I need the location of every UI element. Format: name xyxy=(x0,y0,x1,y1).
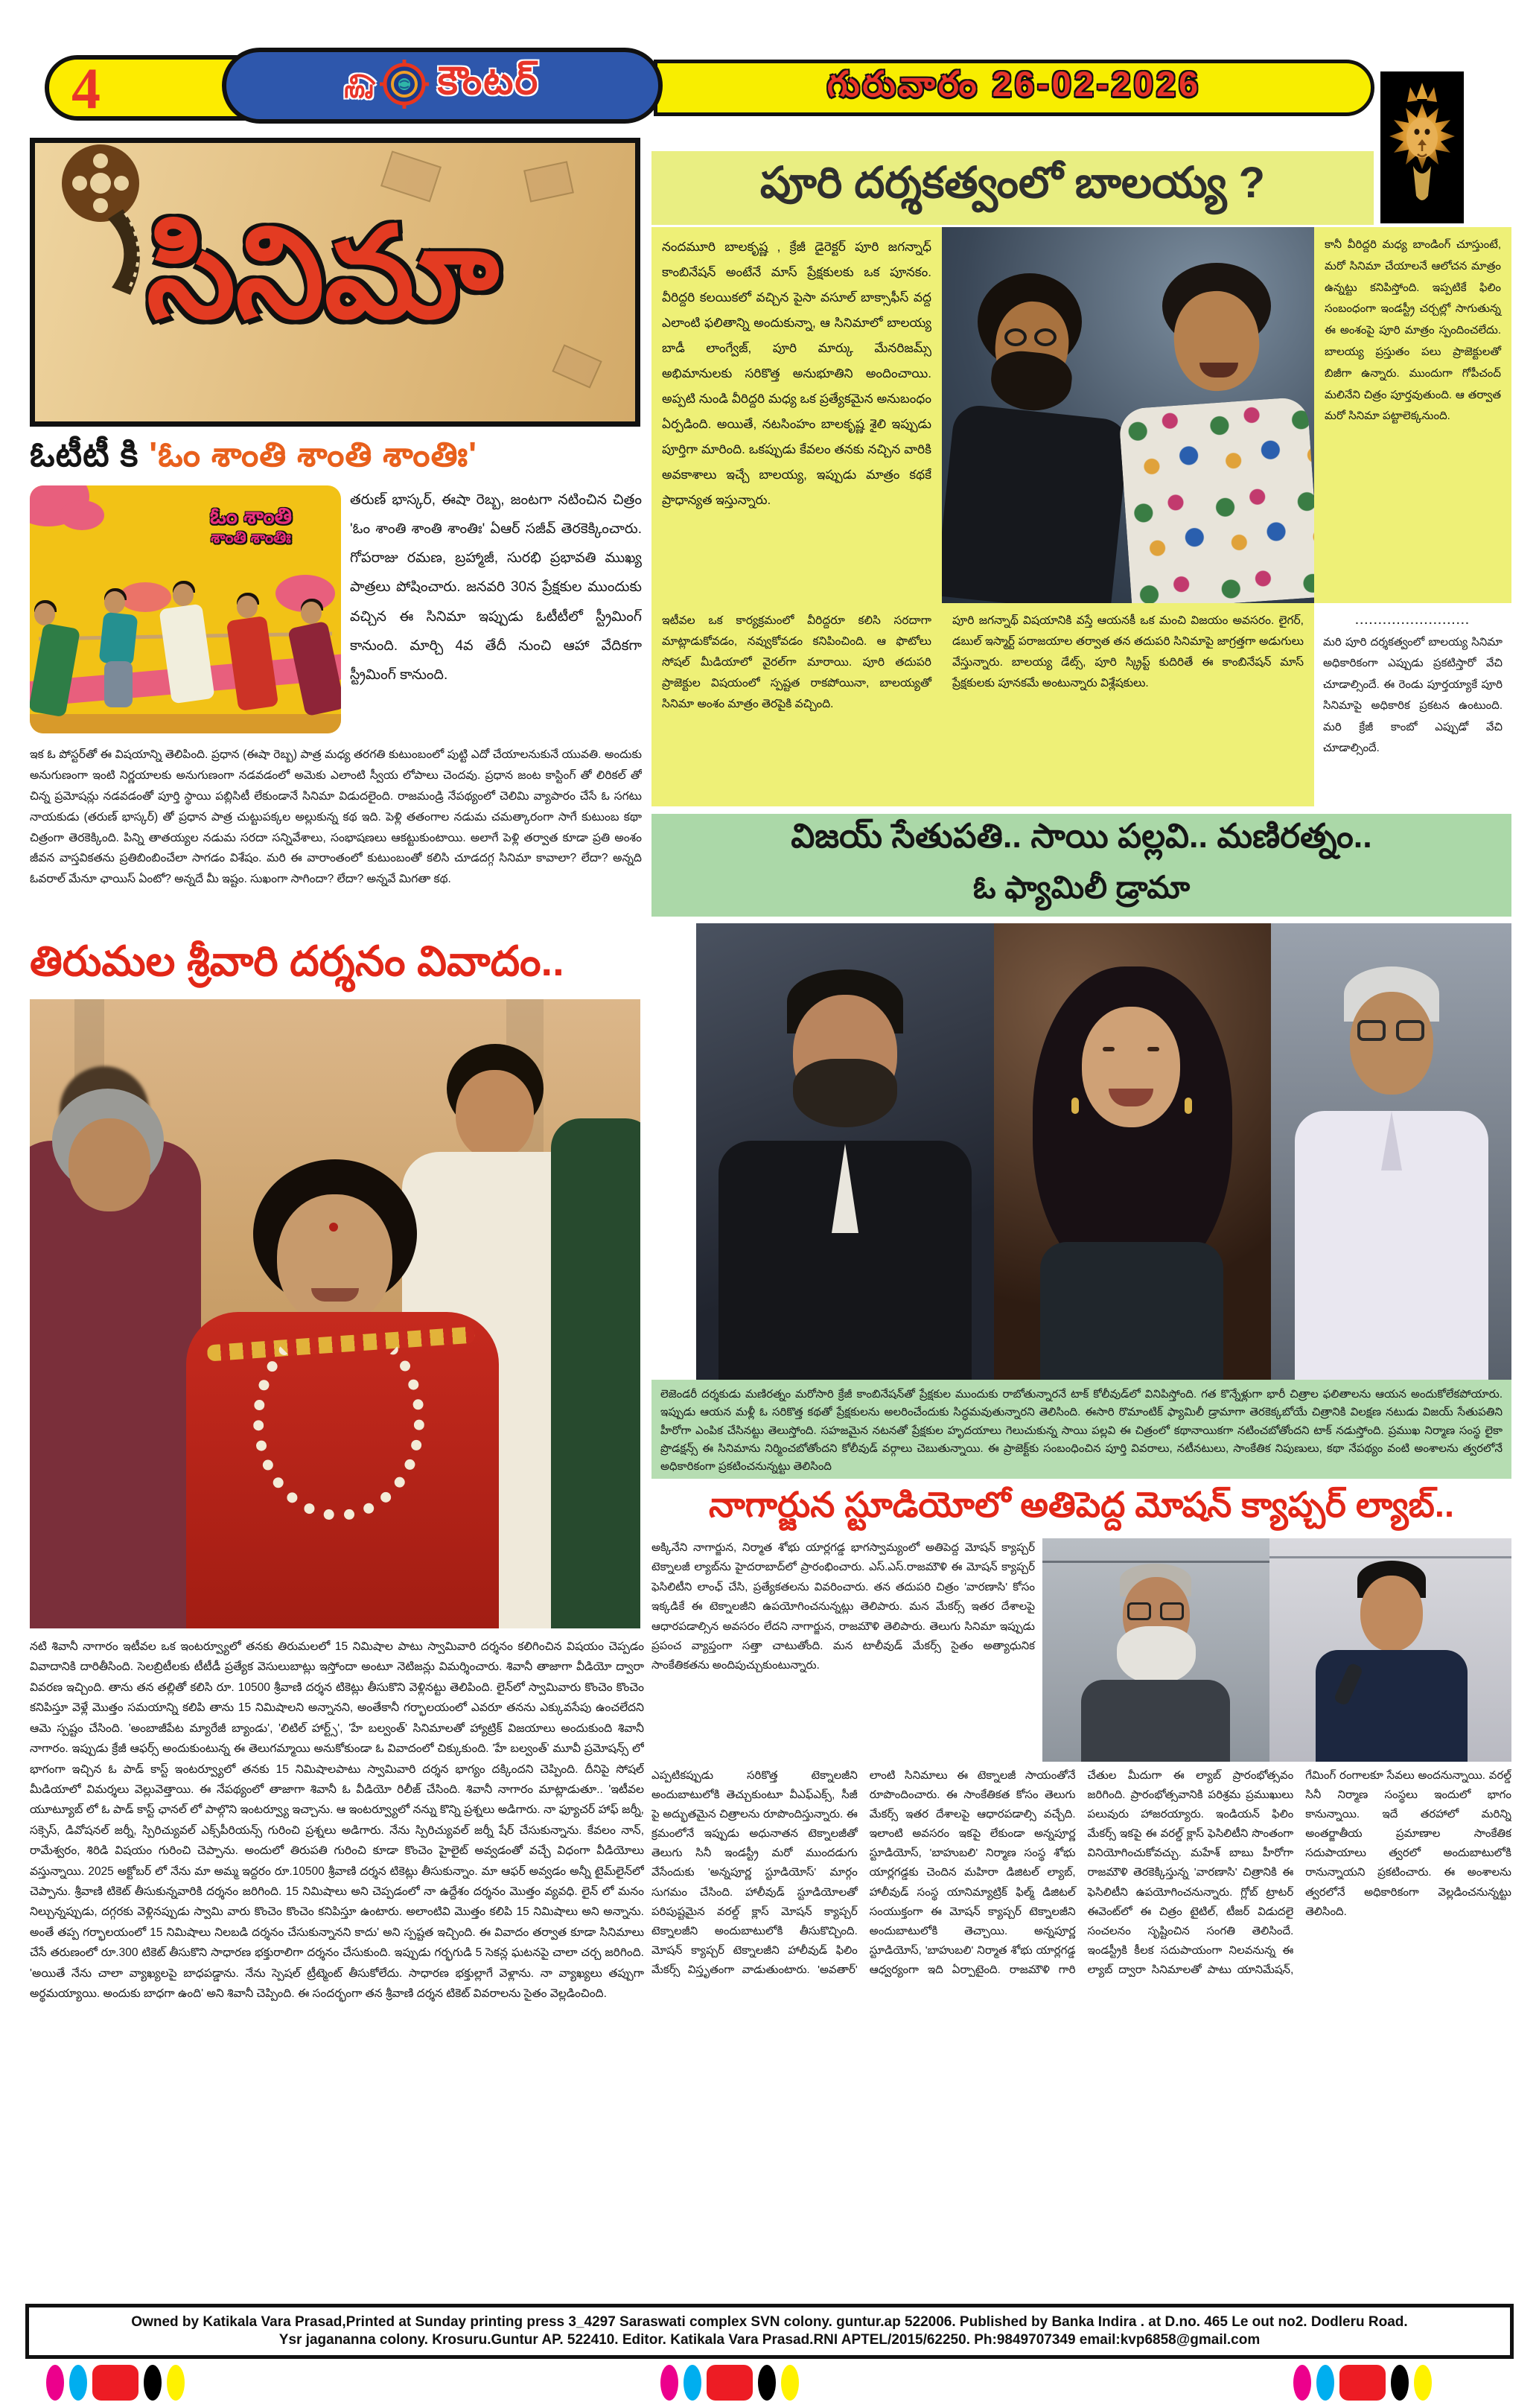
flower-garland xyxy=(253,1319,424,1520)
balayya-article xyxy=(651,227,1511,806)
earring xyxy=(1185,1098,1192,1114)
nagarjuna-article-top xyxy=(651,1538,1511,1762)
vijay-sethupathi-photo xyxy=(696,923,994,1380)
masthead-vertical-text: క్రై xyxy=(339,73,370,98)
nagarjuna-photo xyxy=(1269,1538,1511,1762)
dress-shape xyxy=(1040,1242,1223,1380)
left-woman-face xyxy=(68,1118,150,1211)
mani-ratnam-photo xyxy=(1271,923,1511,1380)
beard-shape xyxy=(793,1059,897,1127)
balakrishna-floral-shirt xyxy=(1118,396,1314,603)
magenta-mark xyxy=(660,2365,678,2401)
tirumala-headline: తిరుమల శ్రీవారి దర్శనం వివాదం.. xyxy=(30,937,564,984)
black-mark xyxy=(144,2365,162,2401)
face-shape xyxy=(1082,1007,1180,1127)
body-shape xyxy=(287,621,341,717)
imprint-line2: Ysr jagananna colony. Krosuru.Guntur AP. 522410. Editor. Katikala Vara Prasad.RNI APTEL/2015/62250. Ph:9849707349 email:kvp6858@gmail.com xyxy=(278,2332,1261,2348)
nagarjuna-headline: నాగార్జున స్టూడియోలో అతిపెద్ద మోషన్ క్యాప్చర్ ల్యాబ్.. xyxy=(708,1485,1455,1524)
red-mark xyxy=(707,2365,753,2401)
face-shape xyxy=(1360,1576,1423,1651)
left-woman-body xyxy=(30,1141,201,1628)
balayya-below-right-text: మరి పూరి దర్శకత్వంలో బాలయ్య సినిమా అధికారికంగా ఎప్పుడు ప్రకటిస్తారో వేచి చూడాల్సిందే. ఈ రెండు పూర్తయ్యాకే పూరి సినిమాపై అధికారిక ప్రకటన ఉంటుంది. మరి క్రేజీ కాంబో ఎప్పుడో వేచి చూడాల్సిందే. xyxy=(1323,635,1503,754)
magenta-mark xyxy=(1293,2365,1311,2401)
puri-glasses xyxy=(1034,328,1057,346)
black-mark xyxy=(1391,2365,1409,2401)
head-shape xyxy=(237,596,258,618)
paper-scrap-shape xyxy=(380,150,442,202)
right-person-body xyxy=(551,1118,640,1628)
masthead-main-text: కౌంటర్ xyxy=(437,59,540,103)
imprint-line1: Owned by Katikala Vara Prasad,Printed at Sunday printing press 3_4297 Saraswati complex SVN colony. guntur.ap 522006. Published by Banka Indira . at D.no. 465 Le out no2. Dodleru Road. xyxy=(131,2314,1408,2330)
balayya-below-left: ఇటీవల ఒక కార్యక్రమంలో వీరిద్దరూ కలిసి సరదాగా మాట్లాడుకోవడం, నవ్వుకోవడం కనిపించింది. ఆ ఫొటోలు సోషల్ మీడియాలో వైరల్‌గా మారాయి. పూరి తదుపరి ప్రాజెక్టుల విషయంలో స్పష్టత రాకపోయినా, బాలయ్యతో సినిమా అంశం మాత్రం తెరపైకి వచ్చింది. xyxy=(651,603,942,806)
cyan-mark xyxy=(69,2365,87,2401)
head-shape xyxy=(34,603,55,625)
poster-title-line2: శాంతి శాంతిః xyxy=(211,527,291,547)
celebrity-photo-strip xyxy=(651,923,1511,1380)
family-drama-paragraph: లెజెండరీ దర్శకుడు మణిరత్నం మరోసారి క్రేజీ కాంబినేషన్‌తో ప్రేక్షకుల ముందుకు రాబోతున్నారనే టాక్ కోలీవుడ్‌లో వినిపిస్తోంది. గత కొన్నేళ్లుగా భారీ చిత్రాల ఫలితాలను ఆయన అందుకోలేకపోయారు. ఇప్పుడు ఆయన మళ్లీ ఓ సరికొత్త కథతో ప్రేక్షకులను అలరించేందుకు సిద్ధమవుతున్నారని తెలిసింది. ఈసారి రొమాంటిక్ ఫ్యామిలీ డ్రామాగా తెరకెక్కబోయే చిత్రానికి విలక్షణ నటుడు విజయ్ సేతుపతిని హీరోగా ఎంపిక చేసినట్టు తెలుస్తోంది. సహజమైన నటనతో ప్రేక్షకుల హృదయాలు గెలుచుకున్న సాయి పల్లవి ఈ చిత్రంలో కథానాయికగా నటించబోతోందని టాక్ నడుస్తోంది. ప్రముఖ నిర్మాణ సంస్థ లైకా ప్రొడక్షన్స్ ఈ సినిమాను నిర్మించబోతోందని కోలీవుడ్ వర్గాలు చెబుతున్నాయి. ఈ ప్రాజెక్ట్‌కు సంబంధించిన పూర్తి వివరాలు, నటీనటులు, సాంకేతిక నిపుణులు, కథా నేపథ్యం వంటి అంశాలను త్వరలోనే అధికారికంగా ప్రకటించనున్నట్టు తెలిసింది xyxy=(651,1380,1511,1479)
back-man-face xyxy=(456,1070,534,1159)
cyan-mark xyxy=(684,2365,701,2401)
balayya-below-middle: పూరి జగన్నాథ్ విషయానికి వస్తే ఆయనకీ ఒక మంచి విజయం అవసరం. లైగర్, డబుల్ ఇస్మార్ట్ పరాజయాల తర్వాత తన తదుపరి సినిమాపై జాగ్రత్తగా అడుగులు వేస్తున్నారు. బాలయ్య డేట్స్, పూరి స్క్రిప్ట్ కుదిరితే ఈ కాంబినేషన్ మాస్ ప్రేక్షకులకు పూనకమే అంటున్నారు విశ్లేషకులు. xyxy=(942,603,1314,806)
masthead xyxy=(222,48,663,124)
puri-balakrishna-photo xyxy=(942,227,1314,603)
cloud-shape xyxy=(60,500,104,530)
white-beard-shape xyxy=(1117,1626,1196,1684)
poster-title-line1: ఓం శాంతి xyxy=(209,504,293,529)
family-drama-headline-band xyxy=(651,814,1511,917)
lion-icon xyxy=(1385,77,1459,218)
date-band xyxy=(654,60,1374,116)
paper-scrap-shape xyxy=(552,344,602,388)
black-mark xyxy=(758,2365,776,2401)
balayya-column-right: కానీ వీరిద్దరి మధ్య బాండింగ్ చూస్తుంటే, మరో సినిమా చేయాలనే ఆలోచన మాత్రం ఉన్నట్టు కనిపిస్తోంది. ఇప్పటికే ఫిలిం సంబంధంగా ఇండస్ట్రీ చర్చల్లో సాగుతున్న ఈ అంశంపై పూరి మాత్రం స్పందించలేదు. బాలయ్య ప్రస్తుతం పలు ప్రాజెక్టులతో బిజీగా ఉన్నారు. ముందుగా గోపీచంద్ మలినేని చిత్రం పూర్తవుతుంది. ఆ తర్వాత మరో సినిమా పట్టాలెక్కనుంది. xyxy=(1314,227,1511,603)
date-text: గురువారం 26-02-2026 xyxy=(826,63,1202,103)
sai-pallavi-photo xyxy=(994,923,1271,1380)
om-shanti-movie-poster xyxy=(30,485,341,733)
balayya-column-1: నందమూరి బాలకృష్ణ , క్రేజీ డైరెక్టర్ పూరి జగన్నాధ్ కాంబినేషన్ అంటేనే మాస్ ప్రేక్షకులకు ఒక పూనకం. వీరిద్దరి కలయికలో వచ్చిన పైసా వసూల్ బాక్సాఫీస్ వద్ద ఎలాంటి ఫలితాన్ని అందుకున్నా, ఆ సినిమాలో బాలయ్య బాడీ లాంగ్వేజ్, పూరి మార్కు మేనరిజమ్స్ అభిమానులకు సరికొత్త అనుభూతిని అందించాయి. అప్పటి నుండి వీరిద్దరి మధ్య ఒక ప్రత్యేకమైన అనుబంధం ఏర్పడింది. అయితే, నటసింహం బాలకృష్ణ శైలి ఇప్పుడు పూర్తిగా మారింది. ఒకప్పుడు కేవలం తనకు నచ్చిన వారికి అవకాశాలు ఇచ్చే బాలయ్య, ఇప్పుడు మాత్రం కథకే ప్రాధాన్యత ఇస్తున్నారు. xyxy=(651,227,942,603)
family-headline-line2: ఓ ఫ్యామిలీ డ్రామా xyxy=(972,870,1191,905)
puri-black-shirt xyxy=(942,403,1130,603)
ott-article-headline xyxy=(30,434,642,483)
tirumala-darshan-photo xyxy=(30,999,640,1628)
balayya-headline: పూరి దర్శకత్వంలో బాలయ్య ? xyxy=(759,158,1266,207)
earring xyxy=(1071,1098,1079,1114)
dark-jacket xyxy=(1081,1680,1230,1762)
main-woman-face xyxy=(277,1194,392,1325)
puri-glasses xyxy=(1004,328,1027,346)
head-shape xyxy=(104,591,125,614)
glasses xyxy=(1396,1020,1424,1041)
imprint-box xyxy=(25,2304,1514,2359)
body-shape xyxy=(30,623,80,718)
ott-article-lead: తరుణ్ భాస్కర్, ఈషా రెబ్బ, జంటగా నటించిన చిత్రం 'ఓం శాంతి శాంతి శాంతిః' ఏఆర్ సజీవ్ తెరకెక్కించారు. గోపరాజు రమణ, బ్రహ్మాజీ, సురభి ప్రభావతి ముఖ్య పాత్రలు పోషించారు. జనవరి 30న ప్రేక్షకుల ముందుకు వచ్చిన ఈ సినిమా ఇప్పుడు ఓటీటీలో స్ట్రీమింగ్ కానుంది. మార్చి 4వ తేదీ నుంచి ఆహా వేదికగా స్ట్రీమింగ్ కానుంది. xyxy=(350,492,642,683)
target-icon xyxy=(380,60,429,112)
tirumala-article-body: నటి శివానీ నాగారం ఇటీవల ఒక ఇంటర్వ్యూలో తనకు తిరుమలలో 15 నిమిషాల పాటు స్వామివారి దర్శనం కలిగించిన విషయం చెప్పడం వివాదానికి దారితీసింది. సెలబ్రిటీలకు టీటీడీ ప్రత్యేక వెసులుబాట్లు ఇస్తోందా అంటూ నెటిజన్లు విమర్శించారు. శివానీ తాజాగా వీడియో ద్వారా వివరణ ఇచ్చింది. తాను తన తల్లితో కలిసి రూ. 10500 శ్రీవాణి దర్శన టికెట్లు తీసుకొని వెళ్లినట్టు తెలిపింది. లైన్‌లో స్వామివారు కొంచెం కొంచెం కనిపిస్తూ వెళ్లే మొత్తం సమయాన్ని కలిపి తాను 15 నిమిషాలని అన్నానని, అంతేకానీ గర్భాలయంలో ఎవరూ తనను ఎక్కువసేపు ఉంచలేదని ఆమె స్పష్టం చేసింది. 'అంబాజీపేట మ్యారేజీ బ్యాండు', 'లిటిల్ హార్ట్స్', 'హే బల్వంత్' సినిమాలతో హ్యాట్రిక్ విజయాలు అందుకుంది శివానీ నాగారం. ఇప్పుడు క్రేజీ ఆఫర్స్ అందుకుంటున్న ఈ తెలుగమ్మాయి అనుకోకుండా ఓ వివాదంలో చిక్కుకుంది. 'హే బల్వంత్' మూవీ ప్రమోషన్స్ లో భాగంగా ఇచ్చిన ఓ పాడ్ కాస్ట్ ఇంటర్వ్యూలో తనకు 15 నిమిషాలపాటు స్వామివారి దర్శన భాగ్యం దక్కిందని చెప్పింది. దీనిపై సోషల్ మీడియాలో విమర్శలు వెల్లువెత్తాయి. ఈ నేపథ్యంలో తాజాగా శివానీ ఓ వీడియో రిలీజ్ చేసింది. శివానీ నాగారం మాట్లాడుతూ.. 'ఇటీవల యూట్యూబ్ లో ఓ పాడ్ కాస్ట్ ఛానల్ లో పాల్గొని ఇంటర్వ్యూ ఇచ్చాను. ఆ ఇంటర్వ్యూలో నన్ను కొన్ని ప్రశ్నలు అడిగారు. నా ఫ్యూచర్ హాఫ్ జర్నీ, సక్సెస్, డివోషనల్ జర్నీ, స్పిరిచ్యువల్ ఎక్స్‌పీరియన్స్ గురించి ప్రశ్నలు అడిగారు. నేను స్పిరిచ్యువల్ జర్నీ షేర్ చేసుకున్నాను. కేవలం నాన్, రామేశ్వరం, శిరిడి విషయం గురించి చెప్పాను. అందులో తిరుపతి గురించి కూడా కొంచెం హైలైట్ అవ్వడంతో వచ్చే విధంగా వీడియోలు వస్తున్నాయి. 2025 అక్టోబర్ లో నేను మా అమ్మ ఇద్దరం రూ.10500 శ్రీవాణి దర్శన టికెట్లు తీసుకున్నాం. మా ఆఫర్ అవ్వడం అన్నీ టైమ్‌లైన్‌లో చెప్పాను. శ్రీవాణి టికెట్ తీసుకున్నవారికి దర్శనం జరిగింది. 15 నిమిషాలు అని చెప్పడంలో నా ఉద్దేశం దర్శనం మొత్తం వ్యవధి. లైన్ లో మనం నిల్చున్నప్పుడు, దగ్గరకు వెళ్లినప్పుడు స్వామి వారు కొంచెం కొంచెం కనిపిస్తూ ఉంటారు. అలాంటివి మొత్తం కలిపి 15 నిమిషాలు అని అన్నాను. అంతే తప్ప గర్భాలయంలో 15 నిమిషాలు నిలబడి దర్శనం చేసుకున్నానని కాదు' అని స్పష్టత ఇచ్చింది. ఈ వివాదం తర్వాత కూడా సినిమాలు చేసే తరుణంలో రూ.300 టికెట్ తీసుకొని సాధారణ భక్తురాలిగా దర్శనం చేసుకుంది. ఇప్పుడు గర్భగుడి 5 సెకన్ల ఘటనపై చాలా చర్చ జరిగింది. 'అయితే నేను చాలా వ్యాఖ్యలపై బాధపడ్డాను. నేను స్పెషల్ ట్రీట్మెంట్ తీసుకోలేదు. సాధారణ భక్తుల్లాగే వెళ్లాను. నా వ్యాఖ్యలు తప్పుగా అర్థమయ్యాయి. అందుకు బాధగా ఉంది' అని శివానీ చెప్పింది. ఈ సందర్భంగా తన శ్రీవాణి దర్శన టికెట్ వివరాలను సైతం వెల్లడించింది. xyxy=(30,1640,644,2001)
ott-article-body: ఇక ఓ పోస్టర్‌తో ఈ విషయాన్ని తెలిపింది. ప్రధాన (ఈషా రెబ్బ) పాత్ర మధ్య తరగతి కుటుంబంలో పుట్టి ఎదో చేయాలనుకునే యువతి. అందుకు అనుగుణంగా ఇంటి నిర్ణయాలకు అనుగుణంగా నడవడంలో అమెకు ఎలాంటి స్వీయ లోపాలు చెందవు. ప్రధాన జంట కాస్టింగ్ తో లిరికల్ తో చిన్న ప్రమోషన్లు నడవడంతో పూర్తి స్థాయి పబ్లిసిటీ లేకుండానే సినిమా విడుదలైంది. రాజమండ్రి నేపథ్యంలో చెలిమి వ్యాపారం చేసే ఓ సగటు నాయకుడు (తరుణ్ భాస్కర్) తో ప్రధాన పాత్ర చుట్టుపక్కల అల్లుకున్న కథ ఇది. పెళ్లి తతంగాల నడుమ చమత్కారంగా సాగే కుటుంబ కథా చిత్రంగా తెరకెక్కింది. పిన్ని తాతయ్యల నడుమ సరదా సన్నివేశాలు, సంభాషణలు ఆకట్టుకుంటాయి. అలాగే పెళ్లి తర్వాత కూడా ప్రతి అంశం జీవన వాస్తవికతను ప్రతిబింబించేలా సాగడం విశేషం. మరి ఈ వారాంతంలో కుటుంబంతో కలిసి చూడదగ్గ సినిమా కావాలా? లేదా? అన్నది ఓవరాల్ మేనూ ఛాయిస్ ఏంటో? అన్నదే మీ ఇష్టం. సుఖంగా సాగిందా? లేదా? అన్నవే మిగతా కథ. xyxy=(30,748,642,886)
print-registration-marks-left xyxy=(46,2365,185,2401)
head-shape xyxy=(301,602,322,624)
cinema-title: సినిమా xyxy=(147,203,500,344)
lion-logo xyxy=(1380,71,1464,223)
eye-shape xyxy=(1147,1047,1159,1051)
yellow-mark xyxy=(781,2365,799,2401)
head-shape xyxy=(173,584,194,606)
studio-truss-line xyxy=(1042,1561,1269,1563)
navy-shirt xyxy=(1316,1650,1468,1762)
nagarjuna-article-columns: ఎప్పటికప్పుడు సరికొత్త టెక్నాలజీని అందుబాటులోకి తెచ్చుకుంటూ వీఎఫ్ఎక్స్, సీజీ పై అద్భుతమైన చిత్రాలను రూపొందిస్తున్నారు. ఈ క్రమంలోనే ఇప్పుడు అధునాతన టెక్నాలజీతో తెలుగు సినీ ఇండస్ట్రీ మరో ముందడుగు వేసేందుకు 'అన్నపూర్ణ స్టూడియోస్' మార్గం సుగమం చేసింది. హాలీవుడ్ స్టూడియోలతో పరిపుష్టమైన వరల్డ్ క్లాస్ మోషన్ క్యాప్చర్ టెక్నాలజీని అందుబాటులోకి తీసుకొచ్చింది. మోషన్ క్యాప్చర్ టెక్నాలజీని హాలీవుడ్ ఫిలిం మేకర్స్ విస్తృతంగా వాడుతుంటారు. 'అవతార్' లాంటి సినిమాలు ఈ టెక్నాలజీ సాయంతోనే రూపొందించారు. ఈ సాంకేతికత కోసం తెలుగు మేకర్స్ ఇతర దేశాలపై ఆధారపడాల్సి వచ్చేది. ఇలాంటి అవసరం ఇకపై లేకుండా అన్నపూర్ణ స్టూడియోస్, 'బాహుబలి' నిర్మాణ సంస్థ శోభు యార్లగడ్డకు చెందిన మహిరా డిజిటల్ ల్యాబ్, హాలీవుడ్ సంస్థ యానిమ్యాట్రిక్ ఫిల్మ్ డిజిటల్ సంయుక్తంగా ఈ మోషన్ క్యాప్చర్ టెక్నాలజీని అందుబాటులోకి తెచ్చాయి. అన్నపూర్ణ స్టూడియోస్, 'బాహుబలి' నిర్మాత శోభు యార్లగడ్డ ఆధ్వర్యంగా ఇది ఏర్పాటైంది. రాజమౌళి గారి చేతుల మీదుగా ఈ ల్యాబ్ ప్రారంభోత్సవం జరిగింది. ప్రారంభోత్సవానికి పరిశ్రమ ప్రముఖులు పలువురు హాజరయ్యారు. ఇండియన్ ఫిలిం మేకర్స్ ఇకపై ఈ వరల్డ్ క్లాస్ ఫెసిలిటీని సొంతంగా వినియోగించుకోవచ్చు. మహేశ్ బాబు హీరోగా రాజమౌళి తెరకెక్కిస్తున్న 'వారణాసి' చిత్రానికి ఈ ఫెసిలిటీని ఉపయోగించనున్నారు. గ్లోబ్ ట్రాటర్ ఈవెంట్‌లో ఈ చిత్రం టైటిల్, టీజర్ విడుదలై సంచలనం సృష్టించిన సంగతి తెలిసిందే. ఇండస్ట్రీకి కీలక సదుపాయంగా నిలవనున్న ఈ ల్యాబ్ ద్వారా సినిమాలతో పాటు యానిమేషన్, గేమింగ్ రంగాలకూ సేవలు అందనున్నాయి. వరల్డ్ సినీ నిర్మాణ సంస్థలు ఇందులో భాగం కానున్నాయి. ఇదే తరహాలో మరిన్ని అంతర్జాతీయ ప్రమాణాల సాంకేతిక సదుపాయాలు త్వరలో అందుబాటులోకి రానున్నాయని ప్రకటించారు. ఈ అంశాలను త్వరలోనే అధికారికంగా వెల్లడించనున్నట్టు తెలిసింది. xyxy=(651,1769,1511,1976)
face-shape xyxy=(1350,992,1433,1095)
red-mark xyxy=(1339,2365,1386,2401)
studio-truss-line xyxy=(1269,1556,1511,1558)
smile-shape xyxy=(311,1288,359,1302)
magenta-mark xyxy=(46,2365,64,2401)
balayya-headline-band xyxy=(651,151,1374,225)
ground-strip xyxy=(30,714,341,733)
bindi xyxy=(329,1223,338,1232)
balayya-below-right xyxy=(1314,603,1511,806)
cinema-section-banner xyxy=(30,138,640,427)
print-registration-marks-right xyxy=(1293,2365,1432,2401)
rajamouli-photo xyxy=(1042,1538,1269,1762)
glasses xyxy=(1127,1602,1151,1620)
print-registration-marks-center xyxy=(660,2365,799,2401)
body-shape xyxy=(226,616,278,711)
page-number: 4 xyxy=(71,56,101,121)
legs-shape xyxy=(104,661,133,707)
nagarjuna-intro: అక్కినేని నాగార్జున, నిర్మాత శోభు యార్లగడ్డ భాగస్వామ్యంలో అతిపెద్ద మోషన్ క్యాప్చర్ టెక్నాలజీ ల్యాబ్‌ను హైదరాబాద్‌లో ప్రారంభించారు. ఎస్.ఎస్.రాజమౌళి ఈ మోషన్ క్యాప్చర్ ఫెసిలిటీని లాంఛ్ చేసి, ప్రత్యేకతలను వివరించారు. తన తదుపరి చిత్రం 'వారణాసి' కోసం ఇక్కడికే ఈ టెక్నాలజీని ఉపయోగించనున్నట్లు తెలిపారు. మన మేకర్స్ ఇతర దేశాలపై ఆధారపడాల్సిన అవసరం లేదని నాగార్జున, రాజమౌళి తెలిపారు. తెలుగు సినిమా ఇప్పుడు ప్రపంచ వ్యాప్తంగా సత్తా చాటుతోంది. మన టాలీవుడ్ మేకర్స్ సైతం అత్యాధునిక సాంకేతికతను అందిపుచ్చుకుంటున్నారు. xyxy=(651,1541,1035,1672)
body-shape xyxy=(99,612,138,666)
poster-title xyxy=(188,505,314,546)
family-headline-line1: విజయ్ సేతుపతి.. సాయి పల్లవి.. మణిరత్నం.. xyxy=(791,817,1372,855)
dotted-separator: ......................... xyxy=(1355,614,1471,627)
headline-part-black: ఓటీటీ కి xyxy=(30,435,139,474)
headline-part-orange: 'ఓం శాంతి శాంతి శాంతిః' xyxy=(149,435,478,474)
yellow-mark xyxy=(167,2365,185,2401)
paper-scrap-shape xyxy=(523,161,574,203)
cyan-mark xyxy=(1316,2365,1334,2401)
cloud-shape xyxy=(119,582,171,612)
glasses xyxy=(1357,1020,1386,1041)
eye-shape xyxy=(1103,1047,1115,1051)
red-mark xyxy=(92,2365,138,2401)
yellow-mark xyxy=(1414,2365,1432,2401)
glasses xyxy=(1160,1602,1184,1620)
